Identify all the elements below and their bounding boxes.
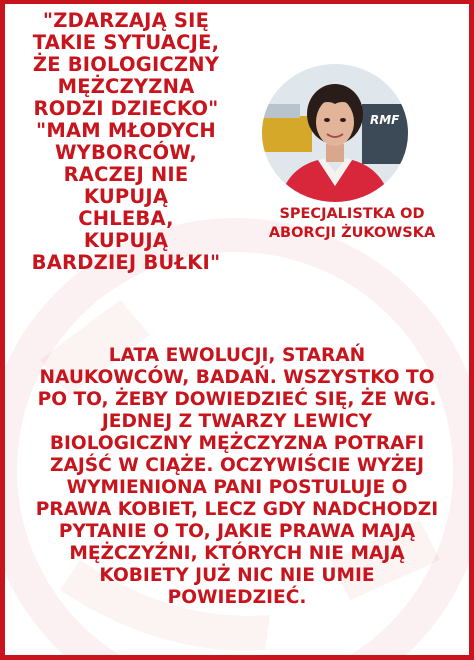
caption-line: SPECJALISTKA OD [279, 206, 425, 222]
body-line: JEDNEJ Z TWARZY LEWICY [101, 411, 373, 432]
portrait-illustration [262, 64, 408, 202]
quote-line: WYBORCÓW, [54, 141, 198, 164]
body-line: PYTANIE O TO, JAKIE PRAWA MAJĄ [58, 521, 416, 542]
photo-caption [252, 205, 452, 243]
quote-line: RACZEJ NIE [63, 163, 189, 186]
body-line: PRAWA KOBIET, LECZ GDY NADCHODZI [35, 499, 439, 520]
commentary-text [8, 345, 466, 609]
body-line: WYMIENIONA PANI POSTULUJE O [66, 477, 408, 498]
body-line: BIOLOGICZNY MĘŻCZYZNA POTRAFI [49, 433, 425, 454]
quote-line: BARDZIEJ BUŁKI" [31, 251, 221, 274]
rmf-logo: RMF [370, 113, 400, 127]
quote-line: ŻE BIOLOGICZNY [32, 53, 220, 76]
quote-line: TAKIE SYTUACJE, [32, 31, 220, 54]
body-line: KOBIETY JUŻ NIC NIE UMIE [99, 565, 375, 586]
body-line: POWIEDZIEĆ. [167, 587, 307, 608]
quote-line: MĘŻCZYZNA [57, 75, 195, 98]
quote-line: "ZDARZAJĄ SIĘ [42, 9, 210, 32]
body-line: MĘŻCZYŹNI, KTÓRYCH NIE MAJĄ [69, 543, 405, 564]
quote-block [10, 10, 242, 274]
quote-line: CHLEBA, [78, 207, 174, 230]
quote-line: KUPUJĄ [83, 185, 169, 208]
quote-line: "MAM MŁODYCH [36, 119, 216, 142]
body-line: PO TO, ŻEBY DOWIEDZIEĆ SIĘ, ŻE WG. [37, 389, 437, 410]
body-line: LATA EWOLUCJI, STARAŃ [108, 345, 366, 366]
caption-line: ABORCJI ŻUKOWSKA [268, 225, 436, 241]
quote-line: KUPUJĄ [83, 229, 169, 252]
quote-line: RODZI DZIECKO" [33, 97, 219, 120]
body-line: NAUKOWCÓW, BADAŃ. WSZYSTKO TO [39, 367, 435, 388]
portrait-photo [262, 64, 408, 202]
body-line: ZAJŚĆ W CIĄŻE. OCZYWIŚCIE WYŻEJ [50, 455, 424, 476]
